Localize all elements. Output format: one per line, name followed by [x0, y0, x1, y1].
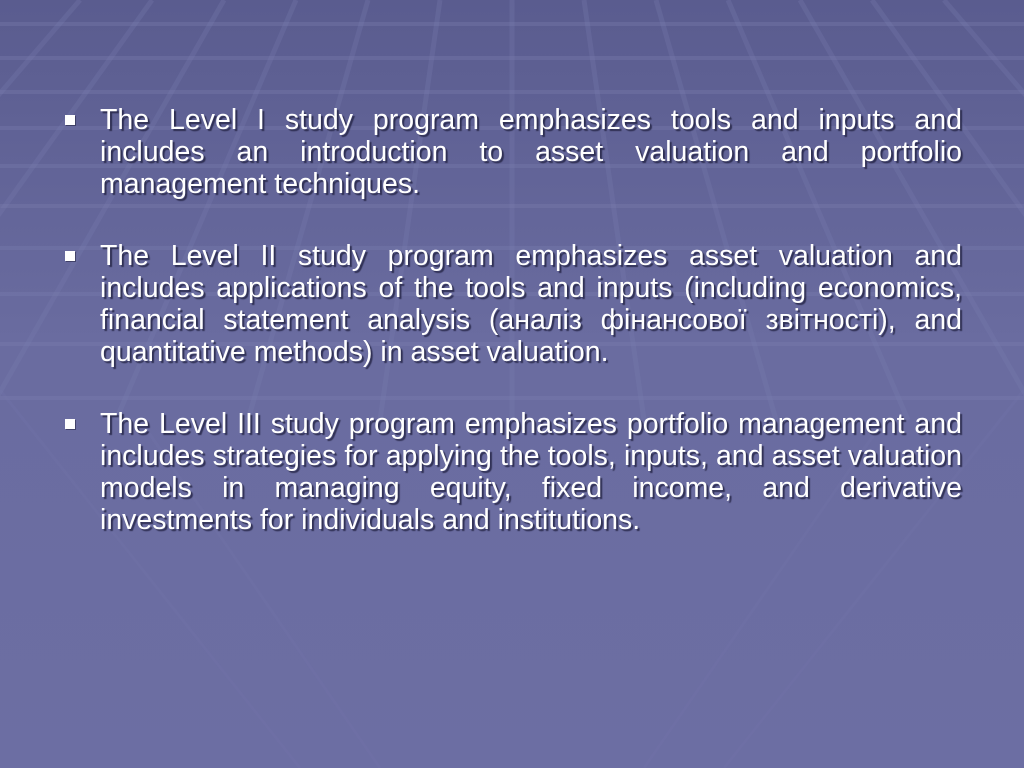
bullet-item-level-3: [62, 408, 962, 536]
square-bullet-icon: [65, 419, 75, 429]
square-bullet-icon: [65, 115, 75, 125]
square-bullet-icon: [65, 251, 75, 261]
bullet-item-level-2: [62, 240, 962, 368]
bullet-text: The Level III study program emphasizes portfolio management and includes strategies for applying the tools, inputs, and asset valuation models in managing equity, fixed income, and derivative investments for individuals and institutions.: [100, 408, 962, 536]
bullet-list: [62, 104, 962, 576]
bullet-item-level-1: [62, 104, 962, 200]
bullet-text: The Level I study program emphasizes tools and inputs and includes an introduction to asset valuation and portfolio management techniques.: [100, 104, 962, 200]
bullet-text: The Level II study program emphasizes asset valuation and includes applications of the tools and inputs (including economics, financial statement analysis (аналіз фінансової звітності), and quantitative methods) in asset valuation.: [100, 240, 962, 368]
